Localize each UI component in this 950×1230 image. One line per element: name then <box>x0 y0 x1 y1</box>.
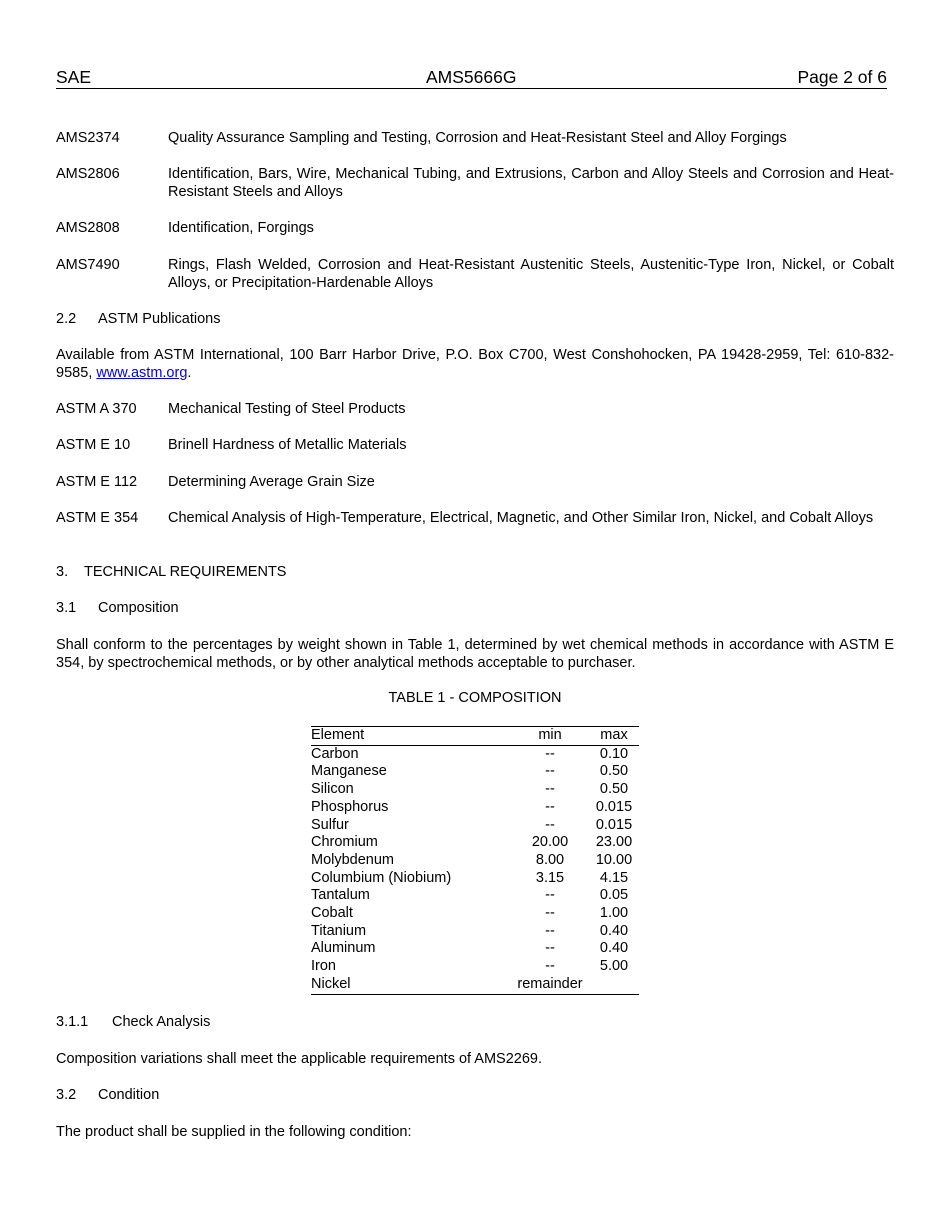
section-title: Check Analysis <box>112 1014 211 1030</box>
header-element: Element <box>311 727 365 743</box>
availability-end: . <box>187 365 192 381</box>
max-cell: 5.00 <box>599 958 629 975</box>
element-cell: Sulfur <box>311 816 349 833</box>
reference-entry <box>56 165 894 201</box>
section-heading-3-1-1 <box>56 1013 210 1031</box>
min-cell: -- <box>545 958 555 975</box>
min-cell: remainder <box>517 975 583 992</box>
reference-title: Rings, Flash Welded, Corrosion and Heat-Resistant Austenitic Steels, Austenitic-Type Iron, Nickel, or Cobalt Alloys, or Precipitation-Hardenable Alloys <box>168 257 894 291</box>
max-cell: 1.00 <box>599 905 629 922</box>
element-cell: Tantalum <box>311 887 370 904</box>
table-row <box>311 817 639 835</box>
max-cell: 0.40 <box>599 940 629 957</box>
reference-title: Chemical Analysis of High-Temperature, Electrical, Magnetic, and Other Similar Iron, Nickel, and Cobalt Alloys <box>168 510 874 526</box>
reference-code: ASTM E 112 <box>56 474 138 490</box>
section-heading-3 <box>56 563 286 581</box>
min-cell: -- <box>545 887 555 904</box>
table-row <box>311 887 639 905</box>
section-heading-3-2 <box>56 1086 159 1104</box>
reference-entry <box>56 436 894 454</box>
max-cell <box>589 976 639 994</box>
section-heading-2-2 <box>56 310 221 328</box>
element-cell: Chromium <box>311 834 378 851</box>
table-row <box>311 905 639 923</box>
section-number: 2.2 <box>56 311 77 327</box>
header-max: max <box>600 727 628 743</box>
min-cell: 8.00 <box>535 851 565 868</box>
element-cell: Columbium (Niobium) <box>311 869 452 886</box>
page-header <box>56 67 887 89</box>
table-row <box>311 870 639 888</box>
reference-entry <box>56 473 894 491</box>
table-row <box>311 976 639 994</box>
min-cell: -- <box>545 816 555 833</box>
section-number: 3.2 <box>56 1087 77 1103</box>
availability-text: Available from ASTM International, 100 Barr Harbor Drive, P.O. Box C700, West Conshohocken, PA 19428-2959, Tel: 610-832-9585, <box>56 347 894 381</box>
section-title: Condition <box>98 1087 160 1103</box>
header-doc-number: AMS5666G <box>426 67 517 87</box>
min-cell: -- <box>545 940 555 957</box>
reference-code: AMS7490 <box>56 257 120 273</box>
table-row <box>311 852 639 870</box>
composition-paragraph: Shall conform to the percentages by weight shown in Table 1, determined by wet chemical methods in accordance with ASTM E 354, by spectrochemical methods, or by other analytical methods acceptable to purchaser. <box>56 637 894 671</box>
max-cell: 0.50 <box>599 781 629 798</box>
element-cell: Iron <box>311 958 336 975</box>
element-cell: Manganese <box>311 763 387 780</box>
table-row <box>311 745 639 763</box>
section-title: ASTM Publications <box>98 311 221 327</box>
min-cell: -- <box>545 798 555 815</box>
element-cell: Cobalt <box>311 905 353 922</box>
reference-title: Identification, Bars, Wire, Mechanical Tubing, and Extrusions, Carbon and Alloy Steels and Corrosion and Heat-Resistant Steels and Alloys <box>168 166 894 200</box>
astm-website-link[interactable]: www.astm.org <box>96 365 188 381</box>
max-cell: 0.40 <box>599 922 629 939</box>
reference-entry <box>56 509 894 527</box>
table-row <box>311 958 639 976</box>
section-number: 3.1 <box>56 600 77 616</box>
reference-code: ASTM E 354 <box>56 510 139 526</box>
min-cell: -- <box>545 745 555 762</box>
table-row <box>311 923 639 941</box>
max-cell: 0.015 <box>595 816 633 833</box>
max-cell: 10.00 <box>595 851 633 868</box>
reference-entry <box>56 129 894 147</box>
reference-code: AMS2808 <box>56 220 120 236</box>
max-cell: 0.05 <box>599 887 629 904</box>
condition-paragraph: The product shall be supplied in the following condition: <box>56 1124 412 1140</box>
reference-code: ASTM A 370 <box>56 401 137 417</box>
section-heading-3-1 <box>56 599 179 617</box>
max-cell: 4.15 <box>599 869 629 886</box>
min-cell: -- <box>545 781 555 798</box>
section-title: TECHNICAL REQUIREMENTS <box>84 564 287 580</box>
section-number: 3. <box>56 564 69 580</box>
min-cell: -- <box>545 763 555 780</box>
table-title: TABLE 1 - COMPOSITION <box>388 690 562 706</box>
astm-availability-paragraph <box>56 346 894 382</box>
reference-title: Quality Assurance Sampling and Testing, Corrosion and Heat-Resistant Steel and Alloy Forgings <box>168 130 787 146</box>
table-row <box>311 799 639 817</box>
table-row <box>311 781 639 799</box>
reference-entry <box>56 219 894 237</box>
max-cell: 23.00 <box>595 834 633 851</box>
element-cell: Silicon <box>311 781 354 798</box>
check-analysis-paragraph: Composition variations shall meet the applicable requirements of AMS2269. <box>56 1051 543 1067</box>
reference-code: AMS2806 <box>56 166 120 182</box>
max-cell: 0.50 <box>599 763 629 780</box>
element-cell: Aluminum <box>311 940 376 957</box>
min-cell: -- <box>545 905 555 922</box>
header-org: SAE <box>56 67 92 87</box>
reference-entry <box>56 256 894 292</box>
header-min: min <box>538 727 562 743</box>
reference-code: AMS2374 <box>56 130 120 146</box>
reference-title: Determining Average Grain Size <box>168 474 375 490</box>
table-row <box>311 763 639 781</box>
element-cell: Molybdenum <box>311 851 395 868</box>
element-cell: Carbon <box>311 745 359 762</box>
element-cell: Nickel <box>311 975 351 992</box>
element-cell: Titanium <box>311 922 367 939</box>
section-number: 3.1.1 <box>56 1014 89 1030</box>
composition-table <box>311 726 639 995</box>
reference-title: Brinell Hardness of Metallic Materials <box>168 437 407 453</box>
table-row <box>311 940 639 958</box>
element-cell: Phosphorus <box>311 798 389 815</box>
header-page-number: Page 2 of 6 <box>797 67 887 87</box>
table-header-row <box>311 727 639 746</box>
section-title: Composition <box>98 600 179 616</box>
max-cell: 0.015 <box>595 798 633 815</box>
table-row <box>311 834 639 852</box>
min-cell: 20.00 <box>531 834 569 851</box>
reference-title: Mechanical Testing of Steel Products <box>168 401 406 417</box>
min-cell: 3.15 <box>535 869 565 886</box>
reference-title: Identification, Forgings <box>168 220 314 236</box>
max-cell: 0.10 <box>599 745 629 762</box>
reference-entry <box>56 400 894 418</box>
reference-code: ASTM E 10 <box>56 437 131 453</box>
min-cell: -- <box>545 922 555 939</box>
